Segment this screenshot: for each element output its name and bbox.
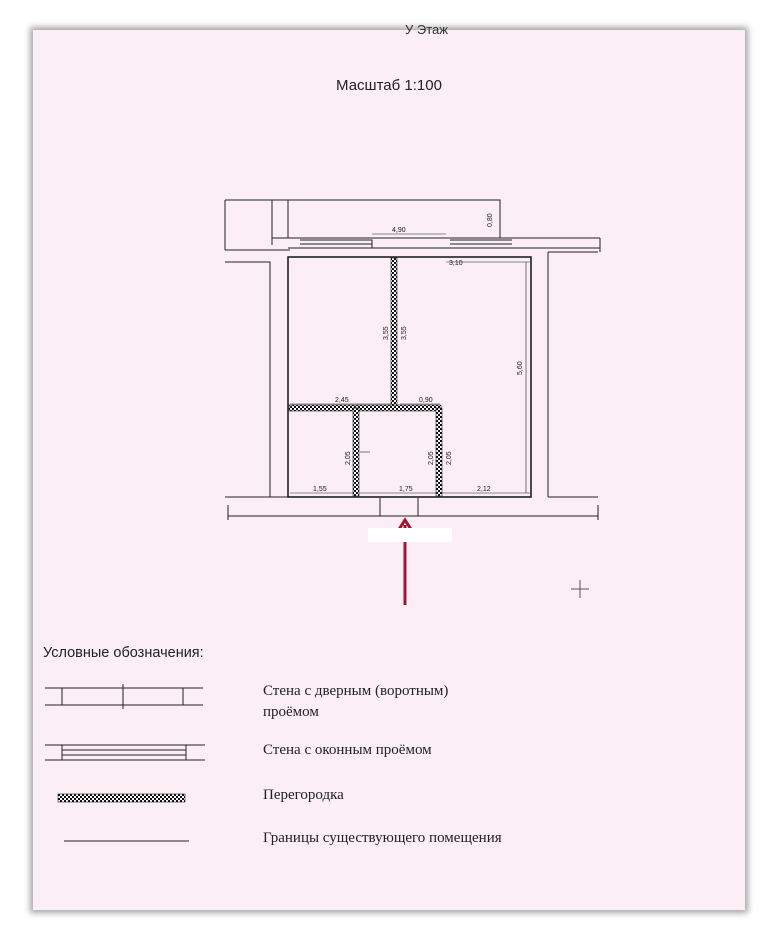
dim-partition-b: 3,55 [401, 326, 408, 340]
legend-item-line2: проёмом [263, 704, 319, 720]
dim-right-height: 5,60 [517, 361, 524, 375]
dim-bath-h1: 2,05 [345, 451, 352, 465]
legend-item-window-wall [263, 740, 432, 761]
legend-heading: Условные обозначения: [43, 645, 204, 661]
dim-bath-h2: 2,05 [428, 451, 435, 465]
wall-right-outline [548, 238, 600, 497]
dim-top-depth: 0,80 [487, 213, 494, 227]
dim-bottom-mid: 1,75 [399, 486, 413, 493]
legend-item-partition [263, 785, 344, 806]
balcony-outline [272, 200, 500, 238]
dim-bath-width: 2,45 [335, 397, 349, 404]
legend-partition-symbol [58, 794, 185, 802]
redaction-block [368, 528, 452, 542]
room-boundary [288, 257, 531, 497]
partition-horizontal [289, 405, 441, 411]
door-opening [380, 498, 418, 516]
dim-bottom-left: 1,55 [313, 486, 327, 493]
dim-bottom-right: 2,12 [477, 486, 491, 493]
dim-bath-right: 0,90 [419, 397, 433, 404]
legend-item-door-wall [263, 681, 448, 723]
partition-right-bath [436, 408, 442, 496]
legend-door-wall-symbol [45, 684, 203, 709]
crosshair-icon [571, 580, 589, 598]
legend-item-line1: Стена с дверным (воротным) [263, 683, 449, 699]
legend-item-line1: Границы существующего помещения [263, 830, 502, 846]
dim-top-width: 4,90 [392, 227, 406, 234]
scale-title: Масштаб 1:100 [336, 77, 442, 94]
cut-off-title: У Этаж [405, 22, 448, 37]
partition-vertical-upper [391, 258, 397, 406]
dim-top-right: 3,10 [449, 260, 463, 267]
legend-item-line1: Стена с оконным проёмом [263, 742, 432, 758]
legend-item-boundary [263, 828, 502, 849]
wall-bottom-outline [225, 497, 598, 520]
legend-item-line1: Перегородка [263, 787, 344, 803]
partition-left-bath [353, 408, 359, 496]
dim-bath-h3: 2,05 [446, 451, 453, 465]
dim-partition-a: 3,55 [383, 326, 390, 340]
window-opening [300, 240, 512, 248]
legend-window-wall-symbol [45, 745, 205, 760]
wall-left-outline [225, 200, 290, 497]
